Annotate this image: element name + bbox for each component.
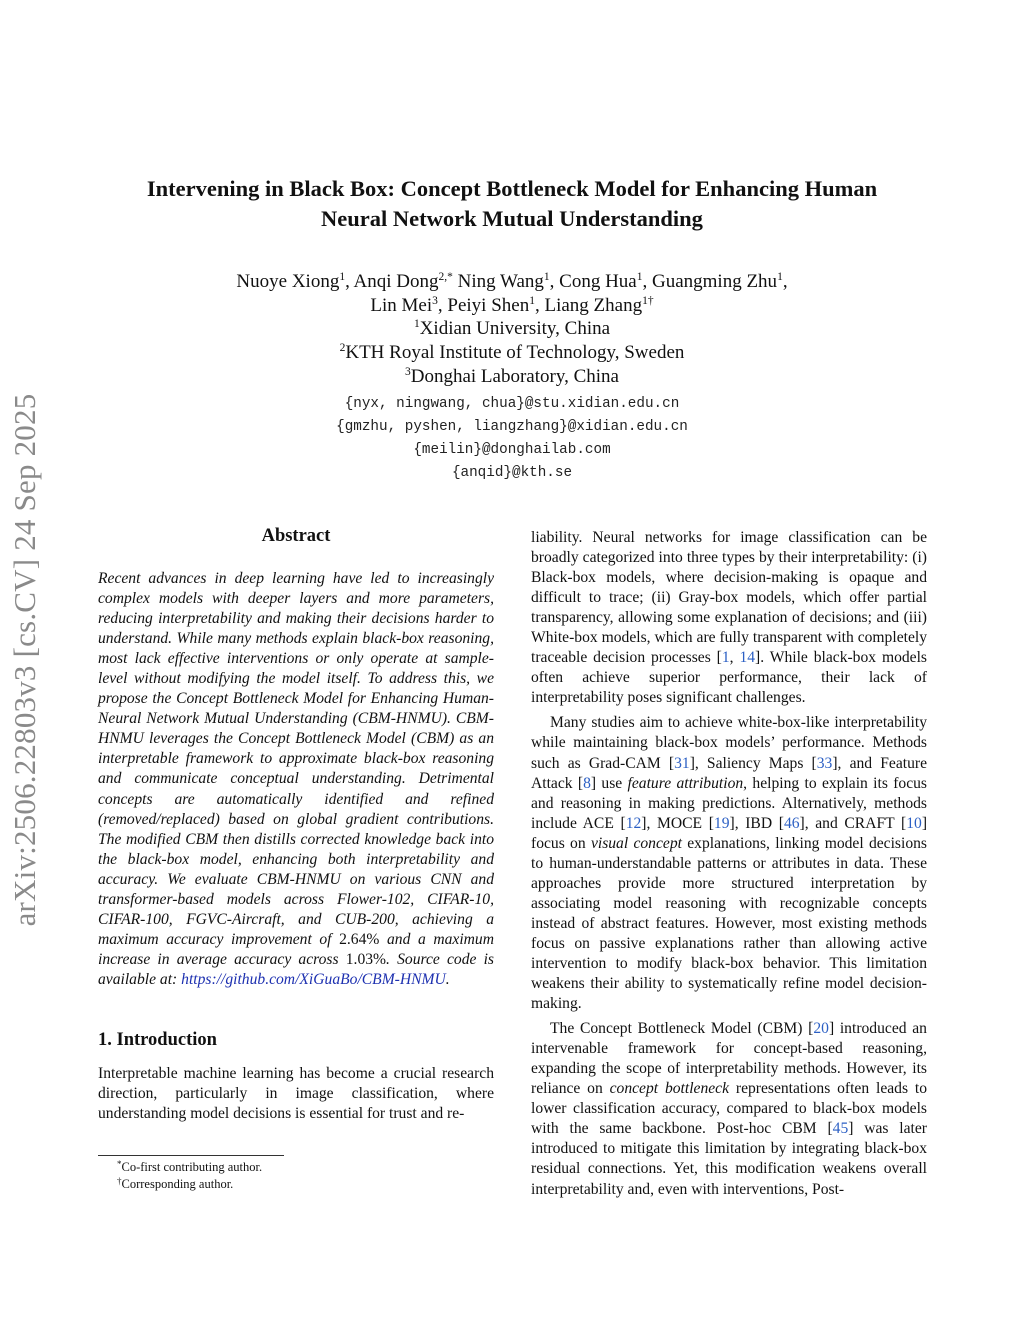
arxiv-stamp: arXiv:2506.22803v3 [cs.CV] 24 Sep 2025 (7, 393, 42, 927)
email-line: {gmzhu, pyshen, liangzhang}@xidian.edu.cn (336, 418, 688, 435)
author-name: Anqi Dong (353, 271, 439, 292)
paper-title (100, 174, 924, 234)
affiliation-mark: 1 (413, 318, 420, 331)
citation-link[interactable]: 46 (783, 814, 800, 832)
author-affil: 1 (529, 294, 535, 307)
affiliation-name: KTH Royal Institute of Technology, Sweden (345, 342, 685, 364)
right-column (531, 528, 927, 1200)
average-accuracy-value: 1.03% (345, 950, 387, 968)
citation-link[interactable]: 1 (721, 649, 730, 667)
affiliation-name: Donghai Laboratory, China (410, 365, 619, 387)
citation-link[interactable]: 19 (713, 814, 730, 832)
accuracy-improvement-value: 2.64% (339, 930, 380, 948)
affiliation (100, 365, 924, 389)
citation-link[interactable]: 20 (813, 1020, 829, 1038)
left-column (98, 526, 494, 1124)
author-name: Peiyi Shen (447, 294, 530, 316)
citation-link[interactable]: 33 (816, 754, 833, 772)
affiliation-mark: 2 (339, 342, 346, 355)
author-name: Cong Hua (559, 271, 637, 292)
source-code-link[interactable]: https://github.com/XiGuaBo/CBM-HNMU (181, 970, 446, 988)
author-affil: 2,* (438, 271, 453, 283)
footnote: *Co-first contributing author. (117, 1159, 263, 1174)
author-block (100, 270, 924, 486)
footnotes (98, 1155, 494, 1193)
author-name: Liang Zhang (544, 294, 643, 316)
title-line-2: Neural Network Mutual Understanding (321, 206, 703, 231)
title-line-1: Intervening in Black Box: Concept Bottleneck Model for Enhancing Human (146, 176, 878, 201)
emphasis: visual concept (590, 834, 682, 852)
author-affil: 1 (543, 271, 550, 283)
abstract-heading: Abstract (261, 526, 331, 546)
author-name: Nuoye Xiong (236, 271, 340, 292)
affiliation (100, 341, 924, 365)
citation-link[interactable]: 12 (625, 814, 642, 832)
citation-link[interactable]: 14 (739, 649, 756, 667)
body-paragraph: The Concept Bottleneck Model (CBM) [20] introduced an intervenable framework for concept-based reasoning, expanding the scope of interpretability methods. However, its reliance on concept bottleneck representations often leads to lower classification accuracy, compared to black-box models with the same backbone. Post-hoc CBM [45] was later introduced to mitigate this limitation by integrating black-box residual connections. Yet, this modification weakens overall interpretability and, even with interventions, Post- (531, 1020, 927, 1198)
author-affil: 1† (642, 294, 654, 307)
author-line-2: Lin Mei$^3$, Peiyi Shen$^1$, Liang Zhang$^{1\dagger}$ (370, 294, 654, 316)
abstract-body: Recent advances in deep learning have led to increasingly complex models with deeper layers and more parameters, reducing interpretability and making their decisions harder to understand. While many methods explain black-box reasoning, most lack effective interventions or only operate at sample-level without modifying the model itself. To address this, we propose the Concept Bottleneck Model for Enhancing Human-Neural Network Mutual Understanding (CBM-HNMU). CBM-HNMU leverages the Concept Bottleneck Model (CBM) as an interpretable framework to approximate black-box reasoning and communicate conceptual understanding. Detrimental concepts are automatically identified and refined (removed/replaced) based on global gradient contributions. The modified CBM then distills corrected knowledge back into the black-box model, enhancing both interpretability and accuracy. We evaluate CBM-HNMU on various CNN and transformer-based models across Flower-102, CIFAR-10, CIFAR-100, FGVC-Aircraft, and CUB-200, achieving a maximum accuracy improvement of 2.64% and a maximum increase in average accuracy across 1.03%. Source code is available at: https://github.com/XiGuaBo/CBM-HNMU. (98, 570, 494, 988)
author-affil: 1 (636, 271, 643, 283)
author-name: Ning Wang (457, 271, 544, 292)
email-block (100, 393, 924, 486)
author-name: Guangming Zhu (651, 271, 778, 292)
footnote: †Corresponding author. (117, 1176, 234, 1191)
body-paragraph: liability. Neural networks for image classification can be broadly categorized into three types by their interpretability: (i) Black-box models, where decision-making is opaque and difficult to trace; (ii) Gray-box models, which offer partial transparency, allowing some explanation of decisions; and (iii) White-box models, which are fully transparent with completely traceable decision processes [1, 14]. While black-box models often achieve superior performance, their lack of interpretability poses significant challenges. (531, 529, 928, 707)
email-line: {nyx, ningwang, chua}@stu.xidian.edu.cn (344, 395, 680, 412)
author-affil: 3 (432, 294, 438, 307)
introduction-paragraph: Interpretable machine learning has become a crucial research direction, particularly in image classification, where understanding model decisions is essential for trust and re- (98, 1065, 494, 1123)
citation-link[interactable]: 31 (674, 754, 690, 772)
emphasis: feature attribution (627, 774, 744, 792)
email-line: {meilin}@donghailab.com (413, 442, 611, 459)
citation-link[interactable]: 10 (906, 814, 922, 832)
email-line: {anqid}@kth.se (451, 465, 573, 482)
affiliation (100, 317, 924, 341)
author-line-1: Nuoye Xiong$^1$, Anqi Dong$^{2,*}$ Ning Wang$^1$, Cong Hua$^1$, Guangming Zhu$^1$, (236, 271, 788, 292)
author-affil: 1 (339, 271, 346, 283)
emphasis: concept bottleneck (609, 1080, 730, 1098)
author-affil: 1 (777, 271, 783, 283)
footnote-rule (98, 1155, 284, 1156)
body-paragraph: Many studies aim to achieve white-box-like interpretability while maintaining black-box models’ performance. Methods such as Grad-CAM [31], Saliency Maps [33], and Feature Attack [8] use feature attribution, helping to explain its focus and reasoning in making predictions. Alternatively, methods include ACE [12], MOCE [19], IBD [46], and CRAFT [10] focus on visual concept explanations, linking model decisions to human-understandable patterns or attributes in data. These approaches provide more structured interpretation by associating model reasoning with recognizable concepts instead of abstract features. However, most existing methods focus on passive explanations rather than allowing active intervention to modify black-box behavior. This limitation weakens their ability to systematically refine model decision-making. (531, 714, 928, 1013)
citation-link[interactable]: 8 (583, 774, 591, 792)
citation-link[interactable]: 45 (832, 1120, 849, 1138)
introduction-heading: 1. Introduction (98, 1029, 217, 1050)
affiliation-name: Xidian University, China (419, 318, 611, 340)
author-name: Lin Mei (370, 294, 433, 316)
affiliation-mark: 3 (405, 365, 411, 378)
